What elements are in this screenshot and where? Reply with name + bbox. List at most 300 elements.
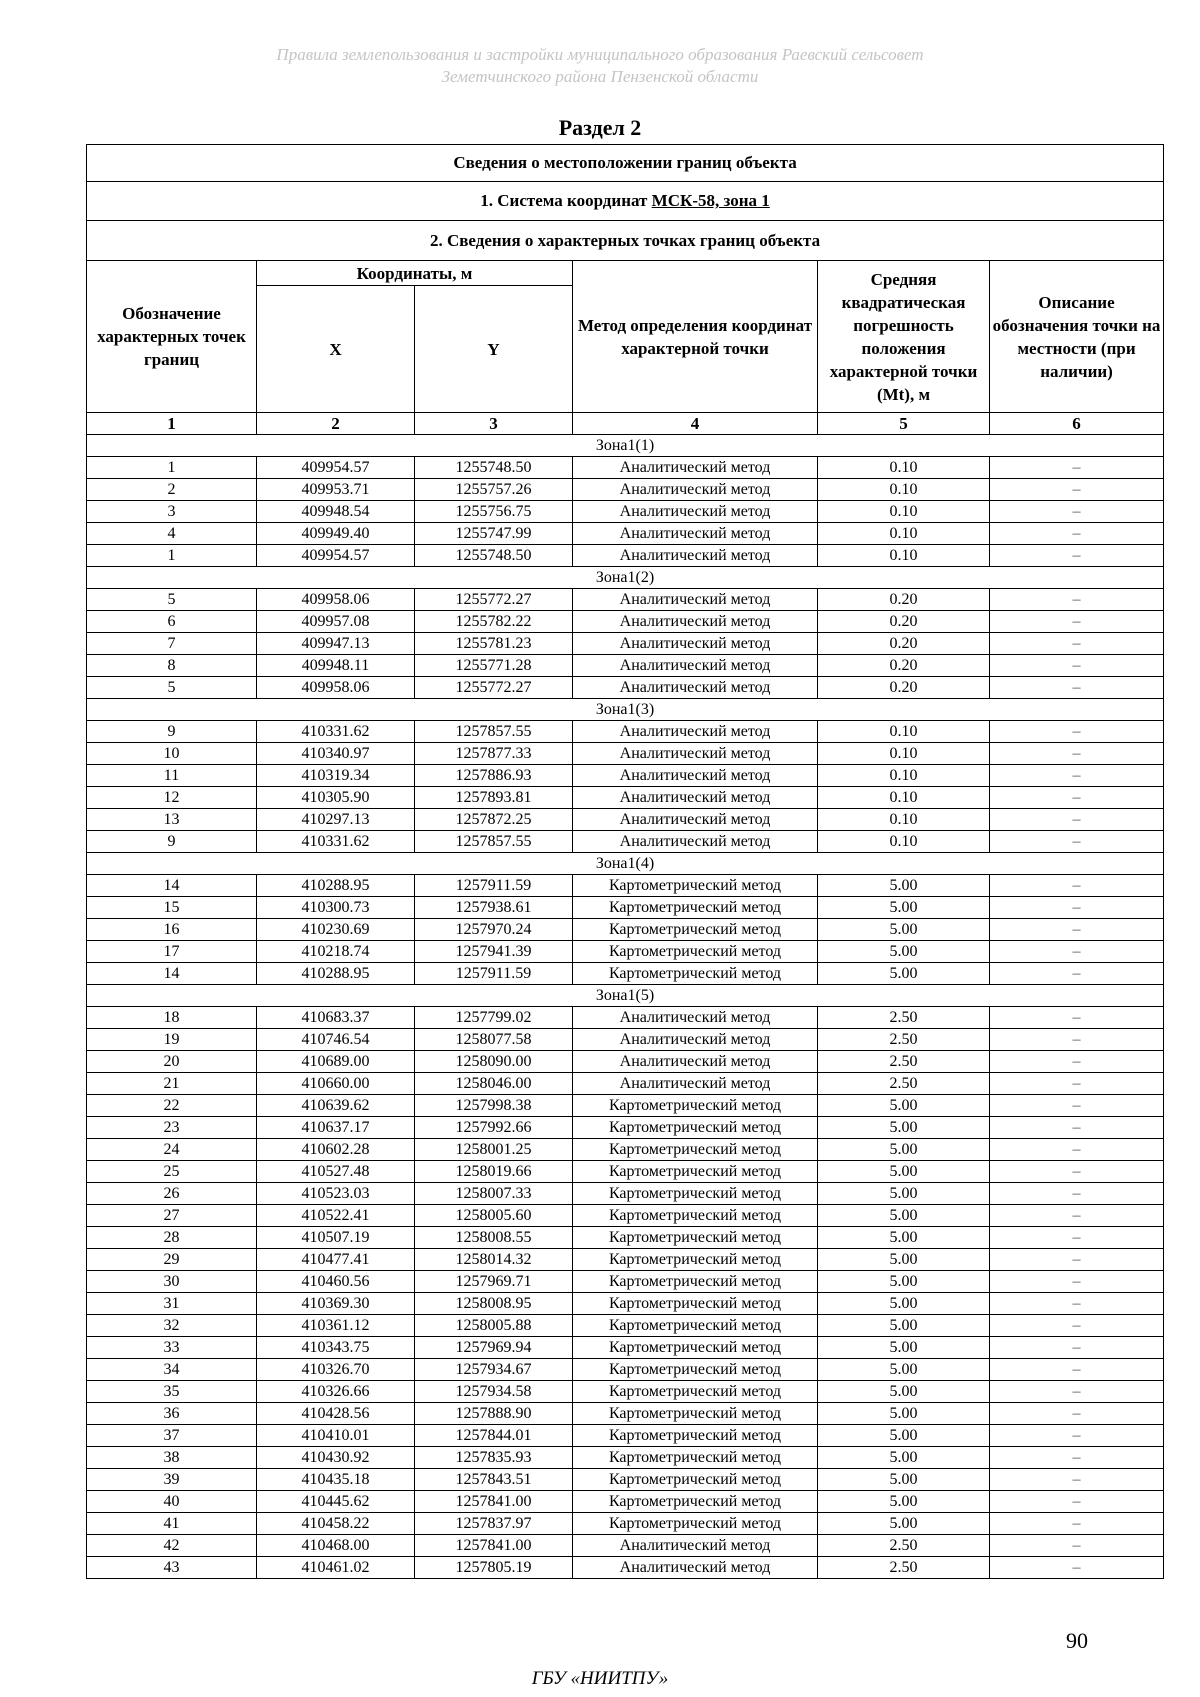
zone-name: Зона1(4): [87, 853, 1164, 875]
coord-y: 1255747.99: [415, 523, 573, 545]
table-row: [87, 1161, 1164, 1183]
coord-y: 1255781.23: [415, 633, 573, 655]
description: –: [990, 545, 1164, 567]
col-number: 2: [257, 413, 415, 435]
method: Картометрический метод: [573, 1227, 818, 1249]
error-value: 2.50: [818, 1073, 990, 1095]
coord-x: 410300.73: [257, 897, 415, 919]
error-value: 5.00: [818, 963, 990, 985]
coord-x: 410660.00: [257, 1073, 415, 1095]
description: –: [990, 1381, 1164, 1403]
point-number: 14: [87, 875, 257, 897]
point-number: 1: [87, 545, 257, 567]
description: –: [990, 1205, 1164, 1227]
method: Картометрический метод: [573, 1161, 818, 1183]
description: –: [990, 897, 1164, 919]
boundary-points-table: [86, 144, 1164, 1579]
description: –: [990, 1029, 1164, 1051]
zone-row: [87, 853, 1164, 875]
coord-x: 410445.62: [257, 1491, 415, 1513]
error-value: 5.00: [818, 1359, 990, 1381]
table-row: [87, 1425, 1164, 1447]
table-row: [87, 897, 1164, 919]
description: –: [990, 1183, 1164, 1205]
method: Аналитический метод: [573, 1007, 818, 1029]
coord-y: 1258008.95: [415, 1293, 573, 1315]
zone-row: [87, 567, 1164, 589]
method: Картометрический метод: [573, 1513, 818, 1535]
error-value: 5.00: [818, 1139, 990, 1161]
coord-x: 410637.17: [257, 1117, 415, 1139]
description: –: [990, 1051, 1164, 1073]
table-row: [87, 941, 1164, 963]
coord-y: 1257835.93: [415, 1447, 573, 1469]
coord-y: 1257888.90: [415, 1403, 573, 1425]
coord-y: 1257938.61: [415, 897, 573, 919]
coord-y: 1258077.58: [415, 1029, 573, 1051]
error-value: 0.20: [818, 589, 990, 611]
error-value: 5.00: [818, 919, 990, 941]
point-number: 33: [87, 1337, 257, 1359]
table-row: [87, 1095, 1164, 1117]
error-value: 5.00: [818, 1381, 990, 1403]
error-value: 2.50: [818, 1051, 990, 1073]
error-value: 5.00: [818, 1095, 990, 1117]
coord-y: 1258005.88: [415, 1315, 573, 1337]
coord-x: 410602.28: [257, 1139, 415, 1161]
table-row: [87, 809, 1164, 831]
coord-x: 410639.62: [257, 1095, 415, 1117]
method: Аналитический метод: [573, 611, 818, 633]
method: Аналитический метод: [573, 655, 818, 677]
coord-x: 410461.02: [257, 1557, 415, 1579]
coord-y: 1257998.38: [415, 1095, 573, 1117]
coord-y: 1257969.71: [415, 1271, 573, 1293]
error-value: 5.00: [818, 1491, 990, 1513]
table-row: [87, 1535, 1164, 1557]
point-number: 25: [87, 1161, 257, 1183]
coord-y: 1257934.67: [415, 1359, 573, 1381]
method: Картометрический метод: [573, 1337, 818, 1359]
table-row: [87, 1293, 1164, 1315]
error-value: 5.00: [818, 1249, 990, 1271]
method: Аналитический метод: [573, 1051, 818, 1073]
point-number: 9: [87, 721, 257, 743]
point-number: 20: [87, 1051, 257, 1073]
point-number: 5: [87, 677, 257, 699]
point-number: 16: [87, 919, 257, 941]
description: –: [990, 941, 1164, 963]
table-row: [87, 1469, 1164, 1491]
zone-row: [87, 699, 1164, 721]
description: –: [990, 1425, 1164, 1447]
table-row: [87, 743, 1164, 765]
error-value: 5.00: [818, 875, 990, 897]
point-number: 5: [87, 589, 257, 611]
table-row: [87, 655, 1164, 677]
error-value: 2.50: [818, 1535, 990, 1557]
error-value: 0.20: [818, 611, 990, 633]
point-number: 27: [87, 1205, 257, 1227]
points-heading: 2. Сведения о характерных точках границ объекта: [87, 221, 1164, 261]
coord-y: 1257886.93: [415, 765, 573, 787]
description: –: [990, 1073, 1164, 1095]
description: –: [990, 1513, 1164, 1535]
col-point-header: Обозначение характерных точек границ: [87, 261, 257, 413]
description: –: [990, 1227, 1164, 1249]
error-value: 0.10: [818, 721, 990, 743]
method: Аналитический метод: [573, 721, 818, 743]
point-number: 8: [87, 655, 257, 677]
method: Картометрический метод: [573, 1183, 818, 1205]
coord-x: 410507.19: [257, 1227, 415, 1249]
description: –: [990, 1271, 1164, 1293]
zone-name: Зона1(3): [87, 699, 1164, 721]
point-number: 1: [87, 457, 257, 479]
coord-x: 409954.57: [257, 457, 415, 479]
coord-y: 1257969.94: [415, 1337, 573, 1359]
table-row: [87, 875, 1164, 897]
coord-x: 409957.08: [257, 611, 415, 633]
description: –: [990, 523, 1164, 545]
point-number: 41: [87, 1513, 257, 1535]
error-value: 0.10: [818, 523, 990, 545]
coord-y: 1258005.60: [415, 1205, 573, 1227]
coord-x: 410331.62: [257, 721, 415, 743]
coord-x: 410361.12: [257, 1315, 415, 1337]
description: –: [990, 787, 1164, 809]
coord-y: 1257799.02: [415, 1007, 573, 1029]
point-number: 39: [87, 1469, 257, 1491]
method: Картометрический метод: [573, 897, 818, 919]
method: Картометрический метод: [573, 875, 818, 897]
coord-y: 1255748.50: [415, 545, 573, 567]
coord-y: 1255771.28: [415, 655, 573, 677]
point-number: 9: [87, 831, 257, 853]
col-desc-header: Описание обозначения точки на местности (при наличии): [990, 261, 1164, 413]
coord-x: 410297.13: [257, 809, 415, 831]
table-row: [87, 1491, 1164, 1513]
coord-y: 1258090.00: [415, 1051, 573, 1073]
coord-x: 409948.54: [257, 501, 415, 523]
method: Аналитический метод: [573, 1073, 818, 1095]
table-row: [87, 1249, 1164, 1271]
point-number: 32: [87, 1315, 257, 1337]
table-row: [87, 1227, 1164, 1249]
method: Аналитический метод: [573, 633, 818, 655]
coord-x: 409953.71: [257, 479, 415, 501]
table-row: [87, 1205, 1164, 1227]
table-row: [87, 919, 1164, 941]
error-value: 5.00: [818, 1205, 990, 1227]
coord-y: 1257911.59: [415, 963, 573, 985]
table-row: [87, 611, 1164, 633]
table-row: [87, 457, 1164, 479]
col-number: 1: [87, 413, 257, 435]
table-row: [87, 1447, 1164, 1469]
point-number: 21: [87, 1073, 257, 1095]
table-title: Сведения о местоположении границ объекта: [87, 145, 1164, 182]
coord-x: 410428.56: [257, 1403, 415, 1425]
description: –: [990, 1403, 1164, 1425]
table-row: [87, 677, 1164, 699]
method: Аналитический метод: [573, 523, 818, 545]
method: Картометрический метод: [573, 1117, 818, 1139]
error-value: 5.00: [818, 1271, 990, 1293]
table-row: [87, 479, 1164, 501]
error-value: 0.10: [818, 787, 990, 809]
coord-y: 1257872.25: [415, 809, 573, 831]
col-coords-header: Координаты, м: [257, 261, 573, 286]
coord-x: 410458.22: [257, 1513, 415, 1535]
error-value: 0.20: [818, 655, 990, 677]
table-row: [87, 1381, 1164, 1403]
error-value: 5.00: [818, 1425, 990, 1447]
coord-x: 410468.00: [257, 1535, 415, 1557]
col-number: 6: [990, 413, 1164, 435]
description: –: [990, 1491, 1164, 1513]
description: –: [990, 501, 1164, 523]
error-value: 5.00: [818, 941, 990, 963]
coord-y: 1257970.24: [415, 919, 573, 941]
error-value: 5.00: [818, 1469, 990, 1491]
description: –: [990, 919, 1164, 941]
error-value: 0.10: [818, 765, 990, 787]
coord-x: 410430.92: [257, 1447, 415, 1469]
description: –: [990, 1359, 1164, 1381]
table-row: [87, 787, 1164, 809]
description: –: [990, 1161, 1164, 1183]
error-value: 0.10: [818, 831, 990, 853]
col-error-header: Средняя квадратическая погрешность положения характерной точки (Mt), м: [818, 261, 990, 413]
coord-y: 1257857.55: [415, 721, 573, 743]
error-value: 0.10: [818, 501, 990, 523]
error-value: 0.10: [818, 809, 990, 831]
zone-row: [87, 985, 1164, 1007]
coord-x: 410477.41: [257, 1249, 415, 1271]
coord-y: 1258019.66: [415, 1161, 573, 1183]
coord-y: 1257857.55: [415, 831, 573, 853]
coord-x: 410683.37: [257, 1007, 415, 1029]
coord-x: 410343.75: [257, 1337, 415, 1359]
coord-y: 1257844.01: [415, 1425, 573, 1447]
coord-y: 1257992.66: [415, 1117, 573, 1139]
point-number: 24: [87, 1139, 257, 1161]
error-value: 5.00: [818, 1183, 990, 1205]
page-header: [0, 44, 1200, 88]
method: Картометрический метод: [573, 941, 818, 963]
description: –: [990, 1557, 1164, 1579]
coord-x: 410305.90: [257, 787, 415, 809]
coord-y: 1257911.59: [415, 875, 573, 897]
method: Аналитический метод: [573, 545, 818, 567]
error-value: 5.00: [818, 1337, 990, 1359]
point-number: 34: [87, 1359, 257, 1381]
col-number: 4: [573, 413, 818, 435]
coord-y: 1255772.27: [415, 589, 573, 611]
coord-x: 409949.40: [257, 523, 415, 545]
method: Картометрический метод: [573, 919, 818, 941]
error-value: 2.50: [818, 1029, 990, 1051]
point-number: 37: [87, 1425, 257, 1447]
method: Аналитический метод: [573, 501, 818, 523]
coord-x: 410218.74: [257, 941, 415, 963]
error-value: 5.00: [818, 1161, 990, 1183]
point-number: 35: [87, 1381, 257, 1403]
coord-x: 410527.48: [257, 1161, 415, 1183]
point-number: 30: [87, 1271, 257, 1293]
error-value: 0.10: [818, 479, 990, 501]
table-row: [87, 589, 1164, 611]
table-row: [87, 1315, 1164, 1337]
method: Картометрический метод: [573, 1095, 818, 1117]
point-number: 15: [87, 897, 257, 919]
description: –: [990, 1249, 1164, 1271]
method: Аналитический метод: [573, 479, 818, 501]
table-row: [87, 1029, 1164, 1051]
point-number: 13: [87, 809, 257, 831]
description: –: [990, 479, 1164, 501]
coord-x: 410326.66: [257, 1381, 415, 1403]
point-number: 43: [87, 1557, 257, 1579]
method: Картометрический метод: [573, 1381, 818, 1403]
point-number: 29: [87, 1249, 257, 1271]
coord-x: 410435.18: [257, 1469, 415, 1491]
method: Аналитический метод: [573, 677, 818, 699]
coord-x: 410689.00: [257, 1051, 415, 1073]
col-number: 5: [818, 413, 990, 435]
method: Аналитический метод: [573, 743, 818, 765]
zone-row: [87, 435, 1164, 457]
coord-x: 410746.54: [257, 1029, 415, 1051]
page-number: 90: [1066, 1628, 1088, 1653]
point-number: 19: [87, 1029, 257, 1051]
coord-x: 409954.57: [257, 545, 415, 567]
table-row: [87, 1513, 1164, 1535]
coord-x: 409948.11: [257, 655, 415, 677]
table-row: [87, 1007, 1164, 1029]
table-row: [87, 1557, 1164, 1579]
description: –: [990, 1535, 1164, 1557]
description: –: [990, 589, 1164, 611]
coord-y: 1255757.26: [415, 479, 573, 501]
table-row: [87, 501, 1164, 523]
description: –: [990, 633, 1164, 655]
point-number: 31: [87, 1293, 257, 1315]
description: –: [990, 1293, 1164, 1315]
error-value: 5.00: [818, 1227, 990, 1249]
coord-x: 410340.97: [257, 743, 415, 765]
point-number: 11: [87, 765, 257, 787]
point-number: 12: [87, 787, 257, 809]
table-row: [87, 1183, 1164, 1205]
method: Картометрический метод: [573, 1359, 818, 1381]
point-number: 36: [87, 1403, 257, 1425]
table-row: [87, 1359, 1164, 1381]
point-number: 42: [87, 1535, 257, 1557]
coord-system-value: МСК-58, зона 1: [651, 191, 770, 210]
point-number: 23: [87, 1117, 257, 1139]
description: –: [990, 875, 1164, 897]
col-number: 3: [415, 413, 573, 435]
point-number: 3: [87, 501, 257, 523]
point-number: 38: [87, 1447, 257, 1469]
coord-y: 1257877.33: [415, 743, 573, 765]
error-value: 5.00: [818, 1293, 990, 1315]
method: Аналитический метод: [573, 589, 818, 611]
coord-y: 1258007.33: [415, 1183, 573, 1205]
coord-y: 1258046.00: [415, 1073, 573, 1095]
error-value: 2.50: [818, 1557, 990, 1579]
table-row: [87, 1403, 1164, 1425]
coord-x: 410331.62: [257, 831, 415, 853]
coord-y: 1258008.55: [415, 1227, 573, 1249]
coord-y: 1257934.58: [415, 1381, 573, 1403]
col-x-header: X: [257, 286, 415, 413]
method: Картометрический метод: [573, 1425, 818, 1447]
method: Аналитический метод: [573, 765, 818, 787]
zone-name: Зона1(1): [87, 435, 1164, 457]
zone-name: Зона1(2): [87, 567, 1164, 589]
method: Картометрический метод: [573, 1491, 818, 1513]
method: Аналитический метод: [573, 809, 818, 831]
error-value: 0.10: [818, 545, 990, 567]
method: Картометрический метод: [573, 1293, 818, 1315]
description: –: [990, 1117, 1164, 1139]
point-number: 4: [87, 523, 257, 545]
error-value: 0.10: [818, 743, 990, 765]
description: –: [990, 1095, 1164, 1117]
col-y-header: Y: [415, 286, 573, 413]
point-number: 6: [87, 611, 257, 633]
description: –: [990, 677, 1164, 699]
method: Аналитический метод: [573, 457, 818, 479]
description: –: [990, 765, 1164, 787]
coord-system-prefix: 1. Система координат: [480, 191, 652, 210]
method: Аналитический метод: [573, 831, 818, 853]
table-row: [87, 963, 1164, 985]
method: Аналитический метод: [573, 787, 818, 809]
table-row: [87, 721, 1164, 743]
coord-y: 1257841.00: [415, 1535, 573, 1557]
method: Аналитический метод: [573, 1029, 818, 1051]
coord-y: 1255782.22: [415, 611, 573, 633]
coord-y: 1257805.19: [415, 1557, 573, 1579]
coord-y: 1257841.00: [415, 1491, 573, 1513]
method: Картометрический метод: [573, 1139, 818, 1161]
zone-name: Зона1(5): [87, 985, 1164, 1007]
error-value: 5.00: [818, 1513, 990, 1535]
coord-y: 1255772.27: [415, 677, 573, 699]
description: –: [990, 457, 1164, 479]
description: –: [990, 611, 1164, 633]
coord-x: 410326.70: [257, 1359, 415, 1381]
coord-y: 1258001.25: [415, 1139, 573, 1161]
method: Аналитический метод: [573, 1557, 818, 1579]
coord-x: 410369.30: [257, 1293, 415, 1315]
coord-y: 1257893.81: [415, 787, 573, 809]
point-number: 22: [87, 1095, 257, 1117]
error-value: 5.00: [818, 1315, 990, 1337]
table-row: [87, 1051, 1164, 1073]
error-value: 0.20: [818, 633, 990, 655]
table-row: [87, 765, 1164, 787]
description: –: [990, 963, 1164, 985]
method: Картометрический метод: [573, 1403, 818, 1425]
coord-x: 410288.95: [257, 875, 415, 897]
table-row: [87, 1139, 1164, 1161]
point-number: 18: [87, 1007, 257, 1029]
